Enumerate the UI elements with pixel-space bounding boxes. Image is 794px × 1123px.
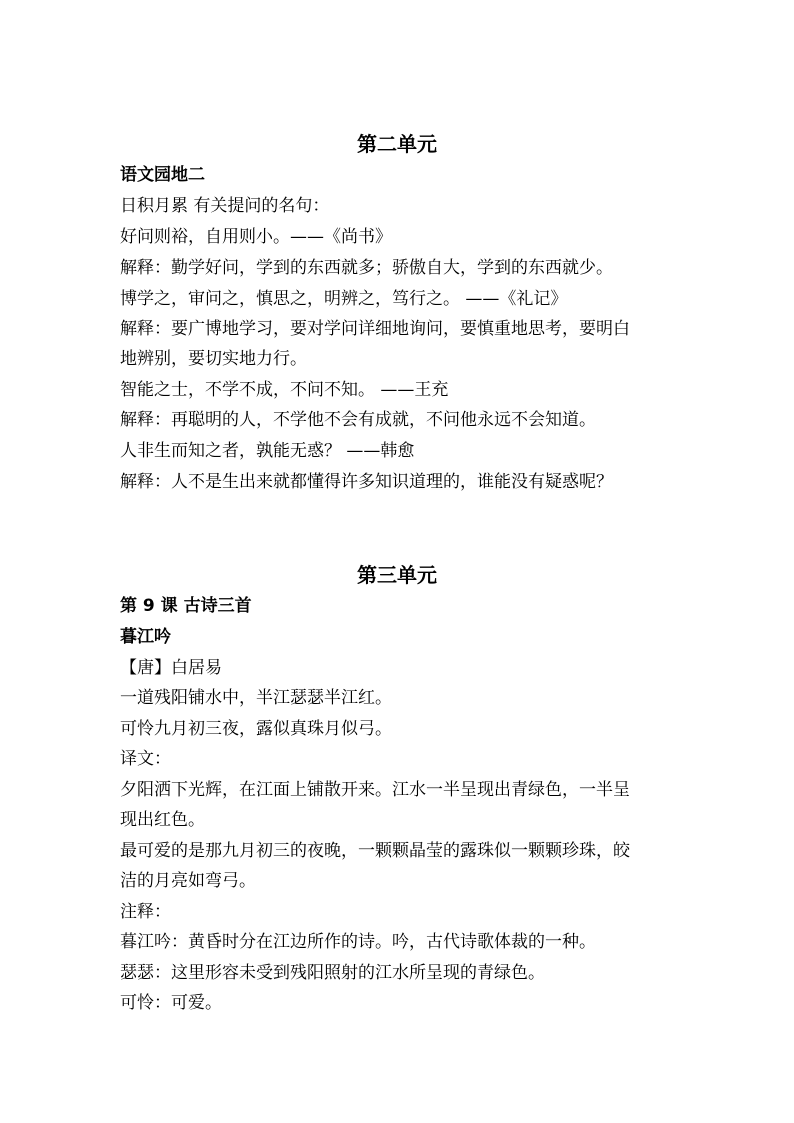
text-line: 日积月累 有关提问的名句： <box>120 196 330 216</box>
text-line: 好问则裕，自用则小。——《尚书》 <box>120 227 392 247</box>
text-line: 夕阳洒下光辉，在江面上铺散开来。江水一半呈现出青绿色，一半呈 <box>120 780 630 800</box>
text-line: 地辨别，要切实地力行。 <box>120 349 307 369</box>
text-line: 智能之士，不学不成，不问不知。 ——王充 <box>120 380 449 400</box>
text-line: 现出红色。 <box>120 810 205 830</box>
unit-3-title: 第三单元 <box>357 563 437 587</box>
poem-line: 可怜九月初三夜，露似真珠月似弓。 <box>120 719 392 739</box>
note-line: 暮江吟：黄昏时分在江边所作的诗。吟，古代诗歌体裁的一种。 <box>120 932 596 952</box>
text-line: 解释：要广博地学习，要对学问详细地询问，要慎重地思考，要明白 <box>120 319 630 339</box>
translation-heading: 译文： <box>120 749 171 769</box>
note-line: 可怜：可爱。 <box>120 993 222 1013</box>
poem-title: 暮江吟 <box>120 627 171 647</box>
text-line: 人非生而知之者，孰能无惑？ ——韩愈 <box>120 441 415 461</box>
lesson-heading: 第 9 课 古诗三首 <box>120 596 252 616</box>
poem-author: 【唐】白居易 <box>120 658 222 678</box>
text-line: 最可爱的是那九月初三的夜晚，一颗颗晶莹的露珠似一颗颗珍珠，皎 <box>120 841 630 861</box>
text-line: 博学之，审问之，慎思之，明辨之，笃行之。 ——《礼记》 <box>120 289 568 309</box>
section-heading: 语文园地二 <box>120 165 205 185</box>
poem-line: 一道残阳铺水中，半江瑟瑟半江红。 <box>120 688 392 708</box>
text-line: 解释：再聪明的人，不学他不会有成就，不问他永远不会知道。 <box>120 410 596 430</box>
unit-2-title: 第二单元 <box>357 132 437 156</box>
note-line: 瑟瑟：这里形容未受到残阳照射的江水所呈现的青绿色。 <box>120 963 545 983</box>
notes-heading: 注释： <box>120 902 171 922</box>
text-line: 解释：人不是生出来就都懂得许多知识道理的，谁能没有疑惑呢？ <box>120 472 613 492</box>
text-line: 洁的月亮如弯弓。 <box>120 871 256 891</box>
text-line: 解释：勤学好问，学到的东西就多；骄傲自大，学到的东西就少。 <box>120 258 613 278</box>
